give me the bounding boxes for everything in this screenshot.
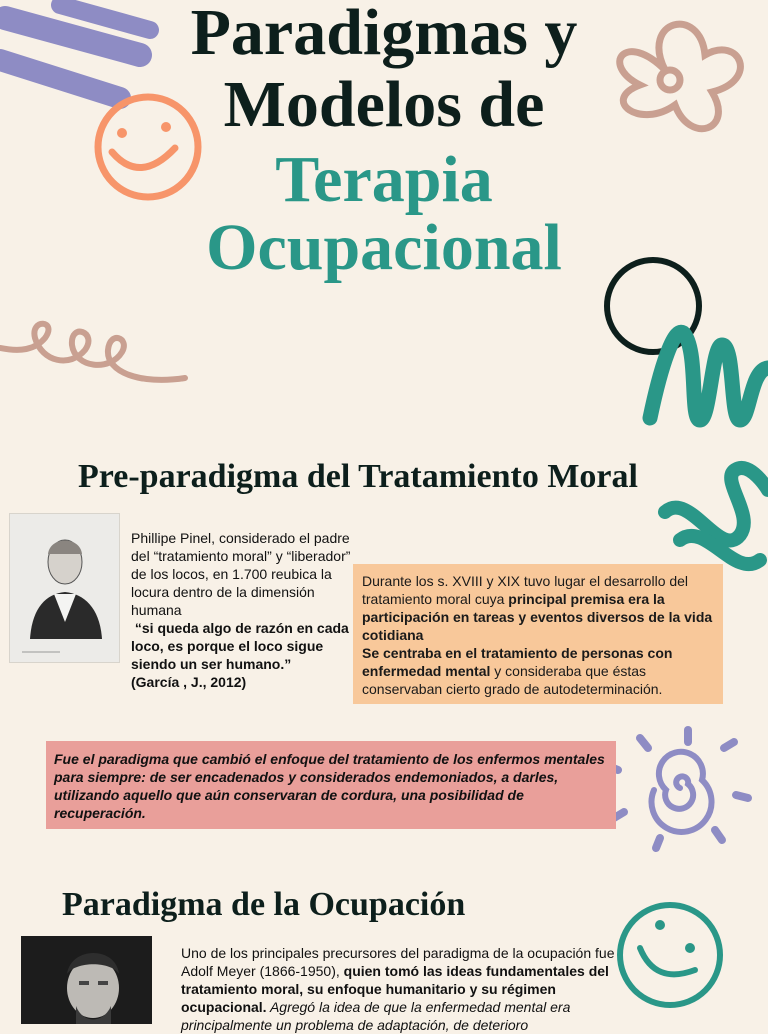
pinel-citation: (García , J., 2012) bbox=[131, 674, 247, 690]
paradigm-change-box: Fue el paradigma que cambió el enfoque del tratamiento de los enfermos mentales para siempre: de ser encadenados y considerados endemoniados, a darles, utilizando aquello que aún conservaran de cordura, una posibilidad de recuperación. bbox=[46, 741, 616, 829]
section-heading-occupation: Paradigma de la Ocupación bbox=[62, 886, 466, 923]
title-line-2: Modelos de bbox=[223, 68, 545, 141]
meyer-portrait bbox=[21, 936, 152, 1024]
loop-doodle-icon bbox=[0, 324, 185, 380]
moral-box-part2: principal premisa era la participación en tareas y eventos diversos de la vida cotidiana bbox=[362, 591, 713, 643]
moral-box-part4: y consideraba que éstas conservaban cierto grado de autodeterminación. bbox=[362, 663, 663, 697]
moral-box-part1: Durante los s. XVIII y XIX tuvo lugar el desarrollo del tratamiento moral cuya bbox=[362, 573, 689, 607]
title-line-1: Paradigmas y bbox=[190, 0, 578, 69]
meyer-description bbox=[181, 944, 625, 1034]
pinel-quote: “si queda algo de razón en cada loco, es porque el loco sigue siendo un ser humano.” bbox=[131, 620, 349, 672]
pinel-description bbox=[131, 529, 351, 691]
sun-spiral-icon bbox=[608, 730, 748, 848]
pinel-intro: Phillipe Pinel, considerado el padre del “tratamiento moral” y “liberador” de los locos, en 1.700 reubica la locura dentro de la dimensión humana bbox=[131, 530, 351, 618]
title-line-3: Terapia bbox=[275, 143, 493, 216]
moral-box-part3: Se centraba en el tratamiento de personas con enfermedad mental bbox=[362, 645, 673, 679]
teal-smiley-icon bbox=[620, 905, 720, 1005]
pinel-portrait-icon bbox=[10, 514, 119, 662]
meyer-part3: Agregó la idea de que la enfermedad mental era principalmente un problema de adaptación, de deterioro bbox=[181, 999, 571, 1033]
section-heading-moral: Pre-paradigma del Tratamiento Moral bbox=[78, 458, 638, 495]
meyer-portrait-icon bbox=[21, 936, 152, 1024]
moral-treatment-box bbox=[353, 564, 723, 704]
teal-wave-icon bbox=[665, 468, 768, 564]
teal-zigzag-icon bbox=[650, 332, 768, 420]
meyer-part1: Uno de los principales precursores del paradigma de la ocupación fue Adolf Meyer (1866-1950), bbox=[181, 945, 615, 979]
title-line-4: Ocupacional bbox=[206, 211, 562, 284]
meyer-part2: quien tomó las ideas fundamentales del tratamiento moral, su enfoque humanitario y su régimen ocupacional. bbox=[181, 963, 609, 1015]
pinel-portrait bbox=[9, 513, 120, 663]
